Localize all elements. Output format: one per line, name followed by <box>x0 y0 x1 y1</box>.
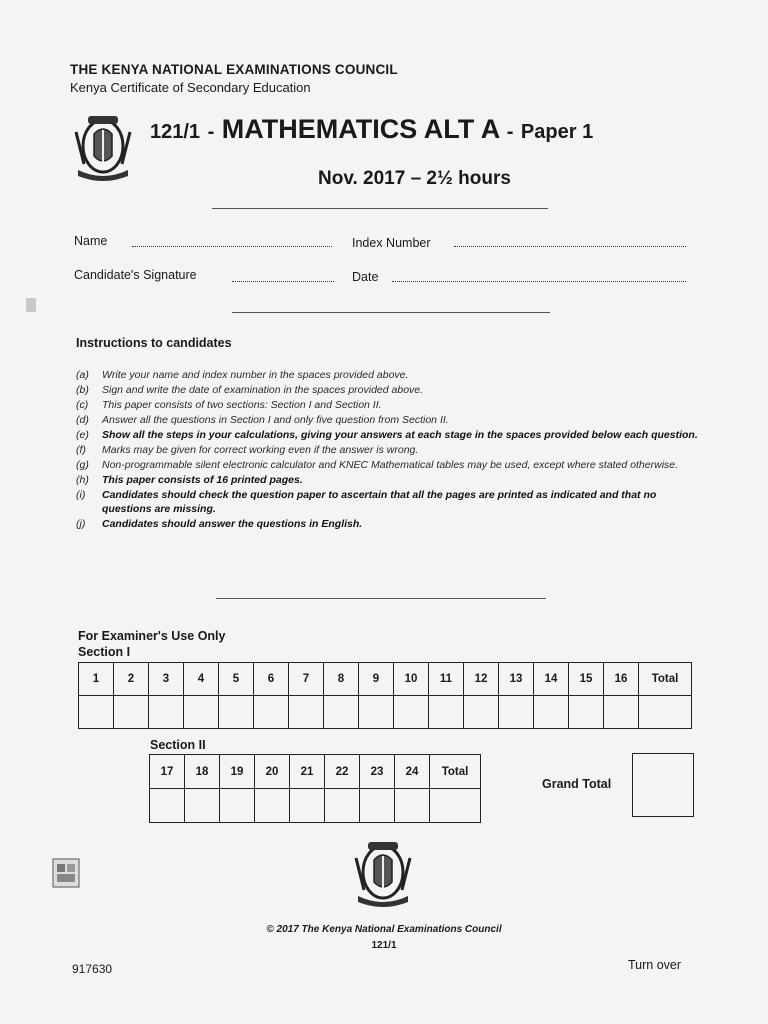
instruction-letter: (e) <box>76 429 89 441</box>
examiner-heading: For Examiner's Use Only <box>78 629 226 643</box>
score-header-cell: 7 <box>289 663 324 696</box>
section2-label: Section II <box>150 738 206 752</box>
instruction-letter: (i) <box>76 489 86 501</box>
score-entry-cell[interactable] <box>114 696 149 729</box>
kenya-coat-of-arms-icon <box>350 838 416 912</box>
section1-score-table <box>78 662 692 729</box>
score-entry-cell[interactable] <box>289 696 324 729</box>
score-header-cell: 8 <box>324 663 359 696</box>
instruction-text: Write your name and index number in the spaces provided above. <box>102 369 409 381</box>
divider <box>232 312 550 313</box>
instruction-letter: (h) <box>76 474 89 486</box>
score-entry-cell[interactable] <box>150 789 185 823</box>
score-header-cell: 5 <box>219 663 254 696</box>
examiner-use-block <box>78 628 225 660</box>
section2-score-table <box>149 754 481 823</box>
score-header-cell: 3 <box>149 663 184 696</box>
signature-label: Candidate's Signature <box>74 268 197 282</box>
instruction-text: This paper consists of two sections: Section I and Section II. <box>102 399 382 411</box>
divider <box>216 598 546 599</box>
copyright-notice: © 2017 The Kenya National Examinations Council <box>266 924 502 935</box>
score-entry-cell[interactable] <box>219 696 254 729</box>
score-header-cell: 10 <box>394 663 429 696</box>
paper-code: 121/1 <box>150 121 201 143</box>
score-entry-cell[interactable] <box>360 789 395 823</box>
instruction-item <box>76 458 700 472</box>
score-entry-cell[interactable] <box>639 696 692 729</box>
score-header-cell: 21 <box>290 755 325 789</box>
score-header-cell: 24 <box>395 755 430 789</box>
instruction-text: Sign and write the date of examination in the spaces provided above. <box>102 384 424 396</box>
instruction-letter: (j) <box>76 518 86 530</box>
date-label: Date <box>352 270 379 284</box>
score-header-cell: 9 <box>359 663 394 696</box>
instruction-text: This paper consists of 16 printed pages. <box>102 474 303 486</box>
score-header-cell: 18 <box>185 755 220 789</box>
instruction-letter: (g) <box>76 459 89 471</box>
title-dash: - <box>207 121 215 143</box>
score-entry-cell[interactable] <box>324 696 359 729</box>
instruction-letter: (f) <box>76 444 86 456</box>
grand-total-label: Grand Total <box>542 777 612 791</box>
score-header-cell: 16 <box>604 663 639 696</box>
score-header-cell: 1 <box>79 663 114 696</box>
instruction-text: Answer all the questions in Section I and only five question from Section II. <box>102 414 449 426</box>
score-entry-cell[interactable] <box>149 696 184 729</box>
score-entry-cell[interactable] <box>220 789 255 823</box>
certificate-name: Kenya Certificate of Secondary Education <box>70 80 311 95</box>
instruction-item <box>76 473 700 487</box>
instruction-item <box>76 383 700 397</box>
instruction-item <box>76 517 700 531</box>
instruction-text: Show all the steps in your calculations, giving your answers at each stage in the spaces provided below each question. <box>102 429 698 441</box>
score-header-cell: 20 <box>255 755 290 789</box>
score-header-cell: 2 <box>114 663 149 696</box>
instructions-heading: Instructions to candidates <box>76 336 232 350</box>
score-header-cell: 12 <box>464 663 499 696</box>
instruction-item <box>76 368 700 382</box>
score-entry-cell[interactable] <box>359 696 394 729</box>
footer-paper-code: 121/1 <box>371 940 397 951</box>
score-entry-cell[interactable] <box>464 696 499 729</box>
score-entry-cell[interactable] <box>499 696 534 729</box>
score-entry-cell[interactable] <box>604 696 639 729</box>
section1-label: Section I <box>78 645 131 659</box>
score-header-cell: 15 <box>569 663 604 696</box>
instruction-item <box>76 398 700 412</box>
scan-margin-mark <box>26 298 36 312</box>
scan-stamp-icon <box>52 858 80 888</box>
score-header-cell: 13 <box>499 663 534 696</box>
title-dash: - <box>506 121 514 143</box>
instruction-letter: (b) <box>76 384 89 396</box>
paper-number: Paper 1 <box>520 121 594 143</box>
score-entry-cell[interactable] <box>255 789 290 823</box>
instruction-item <box>76 443 700 457</box>
name-label: Name <box>74 234 108 248</box>
score-entry-cell[interactable] <box>395 789 430 823</box>
score-entry-cell[interactable] <box>325 789 360 823</box>
grand-total-box[interactable] <box>632 753 694 817</box>
instruction-item <box>76 413 700 427</box>
council-name: THE KENYA NATIONAL EXAMINATIONS COUNCIL <box>70 62 398 77</box>
score-header-cell: Total <box>430 755 481 789</box>
kenya-coat-of-arms-icon <box>70 112 136 186</box>
index-number-field[interactable] <box>454 246 686 247</box>
paper-title <box>150 114 593 145</box>
score-entry-cell[interactable] <box>534 696 569 729</box>
score-entry-cell[interactable] <box>254 696 289 729</box>
instruction-letter: (c) <box>76 399 89 411</box>
score-header-cell: 4 <box>184 663 219 696</box>
score-entry-cell[interactable] <box>569 696 604 729</box>
name-field[interactable] <box>132 246 332 247</box>
score-entry-cell[interactable] <box>185 789 220 823</box>
score-header-cell: Total <box>639 663 692 696</box>
score-entry-cell[interactable] <box>184 696 219 729</box>
instruction-item <box>76 488 700 516</box>
divider <box>212 208 548 209</box>
score-entry-cell[interactable] <box>79 696 114 729</box>
score-entry-cell[interactable] <box>429 696 464 729</box>
date-field[interactable] <box>392 281 686 282</box>
index-number-label: Index Number <box>352 236 431 250</box>
score-entry-cell[interactable] <box>430 789 481 823</box>
instruction-text: Non-programmable silent electronic calculator and KNEC Mathematical tables may be used, except where stated otherwise. <box>102 459 679 471</box>
instruction-letter: (d) <box>76 414 89 426</box>
score-header-cell: 11 <box>429 663 464 696</box>
score-header-cell: 22 <box>325 755 360 789</box>
score-entry-cell[interactable] <box>394 696 429 729</box>
signature-field[interactable] <box>232 281 334 282</box>
exam-date-duration: Nov. 2017 – 2½ hours <box>318 168 511 189</box>
instruction-letter: (a) <box>76 369 89 381</box>
score-header-cell: 17 <box>150 755 185 789</box>
turn-over-note: Turn over <box>628 958 682 972</box>
subject-name: MATHEMATICS ALT A <box>221 114 500 144</box>
score-header-cell: 14 <box>534 663 569 696</box>
score-entry-cell[interactable] <box>290 789 325 823</box>
instruction-text: Candidates should answer the questions in English. <box>102 518 363 530</box>
instruction-text: Marks may be given for correct working even if the answer is wrong. <box>102 444 419 456</box>
instruction-item <box>76 428 700 442</box>
score-header-cell: 19 <box>220 755 255 789</box>
instruction-text: Candidates should check the question paper to ascertain that all the pages are printed as indicated and that no questions are missing. <box>102 489 657 515</box>
instructions-list <box>76 368 700 532</box>
serial-number: 917630 <box>72 962 113 976</box>
score-header-cell: 6 <box>254 663 289 696</box>
score-header-cell: 23 <box>360 755 395 789</box>
